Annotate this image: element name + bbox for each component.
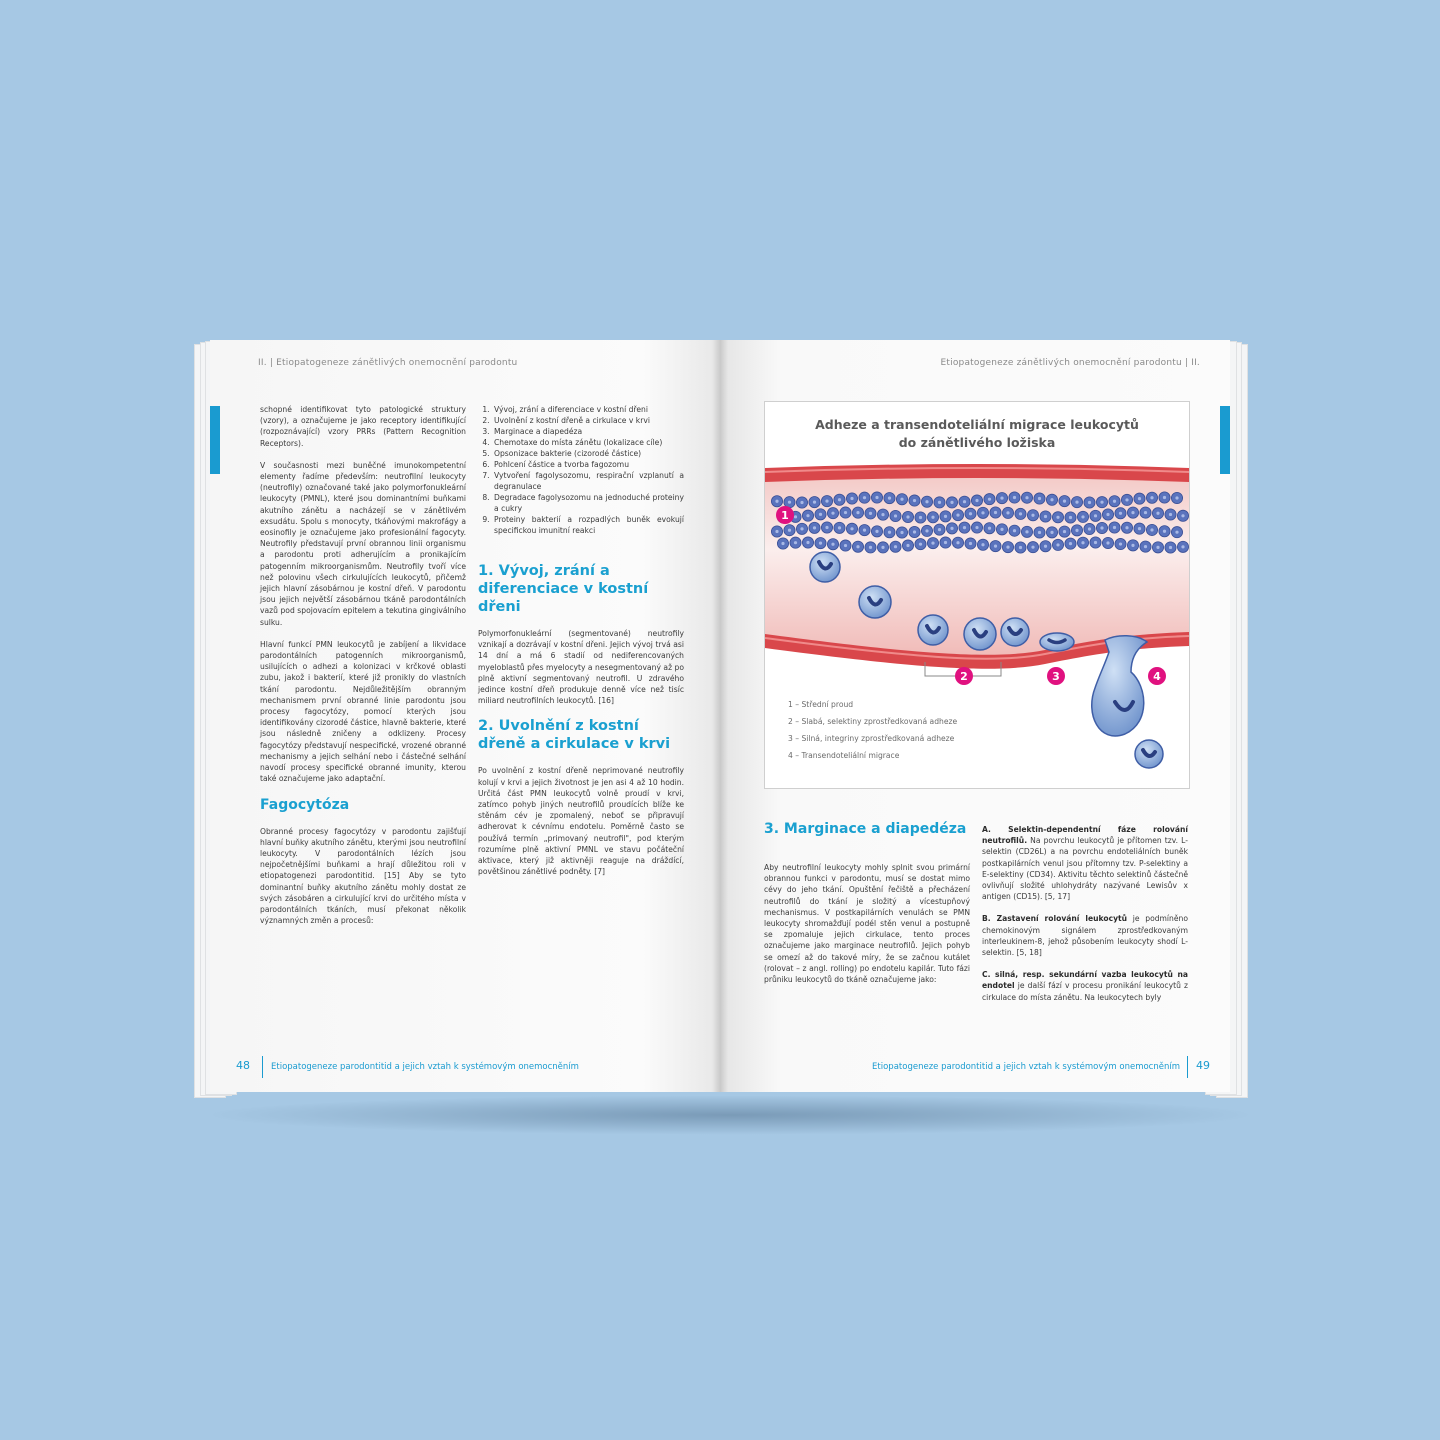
leukocyte-migration-figure bbox=[764, 401, 1190, 789]
red-blood-cell-center bbox=[850, 497, 853, 500]
red-blood-cell-center bbox=[944, 515, 947, 518]
red-blood-cell-center bbox=[813, 526, 816, 529]
red-blood-cell-center bbox=[844, 511, 847, 514]
red-blood-cell-center bbox=[925, 500, 928, 503]
red-blood-cell-center bbox=[913, 499, 916, 502]
red-blood-cell-center bbox=[1000, 528, 1003, 531]
leukocyte-in-tissue bbox=[1135, 740, 1163, 768]
footer-rule bbox=[262, 1056, 263, 1078]
paragraph-lead: A. Selektin-dependentní fáze rolování neutrofilů. bbox=[982, 825, 1188, 846]
red-blood-cell-center bbox=[894, 545, 897, 548]
leukocyte-adhering bbox=[1040, 633, 1074, 651]
red-blood-cell-center bbox=[1081, 541, 1084, 544]
svg-text:1: 1 bbox=[781, 509, 789, 522]
book-gutter bbox=[712, 340, 728, 1092]
red-blood-cell-center bbox=[969, 542, 972, 545]
red-blood-cell-center bbox=[819, 513, 822, 516]
red-blood-cell-center bbox=[1125, 498, 1128, 501]
red-blood-cell-center bbox=[969, 512, 972, 515]
red-blood-cell-center bbox=[781, 542, 784, 545]
red-blood-cell-center bbox=[994, 544, 997, 547]
phagocytosis-steps-list bbox=[478, 404, 684, 536]
red-blood-cell-center bbox=[1163, 496, 1166, 499]
red-blood-cell-center bbox=[875, 496, 878, 499]
paragraph-lead: B. Zastavení rolování leukocytů bbox=[982, 914, 1128, 924]
red-blood-cell-center bbox=[1006, 546, 1009, 549]
red-blood-cell-center bbox=[931, 541, 934, 544]
red-blood-cell-center bbox=[1081, 515, 1084, 518]
red-blood-cell-center bbox=[906, 544, 909, 547]
legend-item: 4 – Transendoteliální migrace bbox=[788, 751, 900, 760]
red-blood-cell-center bbox=[1075, 501, 1078, 504]
svg-text:3: 3 bbox=[1052, 670, 1060, 683]
red-blood-cell-center bbox=[1100, 501, 1103, 504]
list-item: 5. Opsonizace bakterie (cizorodé částice) bbox=[492, 448, 684, 459]
red-blood-cell-center bbox=[1113, 526, 1116, 529]
section-heading: Fagocytóza bbox=[260, 796, 350, 813]
leukocyte bbox=[918, 615, 948, 645]
red-blood-cell-center bbox=[944, 541, 947, 544]
red-blood-cell-center bbox=[1069, 516, 1072, 519]
marker-1 bbox=[776, 506, 794, 524]
red-blood-cell-center bbox=[775, 530, 778, 533]
red-blood-cell-center bbox=[1038, 531, 1041, 534]
chapter-tab bbox=[210, 406, 220, 474]
leukocyte bbox=[1001, 618, 1029, 646]
red-blood-cell-center bbox=[1150, 496, 1153, 499]
red-blood-cell-center bbox=[938, 528, 941, 531]
red-blood-cell-center bbox=[1119, 512, 1122, 515]
paragraph: V současnosti mezi buněčné imunokompetentní elementy řadíme především: neutrofilní leukocyty (neutrofily) označované také jako polymorfonukleární leukocyty (PMNL), které jsou dominantními buňkami akutního zánětu a nacházejí se v zánětlivém exsudátu. Spolu s monocyty, tkáňovými makrofágy a eosinofily je označujeme jako profesionální fagocyty. Neutrofily představují první obrannou linii organismu a parodontu proti adherujícím a pronikajícím patogenním mikroorganismům. Neutrofily tvoří více než polovinu všech cirkulujících leukocytů, přičemž jejich hlavní zásobárnou je kostní dřeň. V parodontu jsou jejich největší zásobárnou tkáně parodontálních vazů pod spojovacím epitelem a tekutina gingiválního sulku. bbox=[260, 460, 466, 627]
red-blood-cell-center bbox=[831, 543, 834, 546]
book-shadow bbox=[200, 1095, 1260, 1135]
red-blood-cell-center bbox=[1113, 500, 1116, 503]
red-blood-cell-center bbox=[888, 496, 891, 499]
red-blood-cell-center bbox=[938, 501, 941, 504]
paragraph: Po uvolnění z kostní dřeně neprimované neutrofily kolují v krvi a jejich životnost je jen asi 4 až 10 hodin. Určitá část PMN leukocytů volně proudí v krvi, zatímco pohyb jiných neutrofilů proudících blíže ke stěnám cév je zpomalený, neboť se připravují adherovat k cévnímu endotelu. Poměrně často se používá termín „primovaný neutrofil", pod kterým rozumíme plně aktivní PMNL ve stavu počáteční aktivace, který již aktivněji reaguje na dráždící, povětšinou zánětlivé podněty. [7] bbox=[478, 766, 684, 877]
red-blood-cell-center bbox=[838, 526, 841, 529]
red-blood-cell-center bbox=[1088, 527, 1091, 530]
red-blood-cell-center bbox=[800, 501, 803, 504]
leukocyte bbox=[859, 586, 891, 618]
list-item: 4. Chemotaxe do místa zánětu (lokalizace cíle) bbox=[492, 437, 684, 448]
list-item: 1. Vývoj, zrání a diferenciace v kostní dřeni bbox=[492, 404, 684, 415]
red-blood-cell-center bbox=[950, 527, 953, 530]
red-blood-cell-center bbox=[863, 529, 866, 532]
red-blood-cell-center bbox=[1019, 546, 1022, 549]
red-blood-cell-center bbox=[881, 546, 884, 549]
red-blood-cell-center bbox=[919, 516, 922, 519]
paragraph: schopné identifikovat tyto patologické struktury (vzory), a označujeme je jako receptory identifikující (rozpoznávající) vzory PRRs (Pattern Recognition Receptors). bbox=[260, 405, 466, 448]
red-blood-cell-center bbox=[975, 499, 978, 502]
red-blood-cell-center bbox=[931, 516, 934, 519]
red-blood-cell-center bbox=[825, 499, 828, 502]
red-blood-cell-center bbox=[1031, 546, 1034, 549]
red-blood-cell-center bbox=[888, 531, 891, 534]
chapter-tab bbox=[1220, 406, 1230, 474]
red-blood-cell-center bbox=[788, 501, 791, 504]
svg-text:2: 2 bbox=[960, 670, 968, 683]
red-blood-cell-center bbox=[819, 541, 822, 544]
red-blood-cell-center bbox=[1156, 512, 1159, 515]
red-blood-cell-center bbox=[1056, 543, 1059, 546]
red-blood-cell-center bbox=[988, 498, 991, 501]
red-blood-cell-center bbox=[856, 511, 859, 514]
red-blood-cell-center bbox=[1025, 496, 1028, 499]
red-blood-cell-center bbox=[850, 527, 853, 530]
red-blood-cell-center bbox=[1044, 545, 1047, 548]
red-blood-cell-center bbox=[794, 515, 797, 518]
section-heading: 2. Uvolnění z kostní dřeně a cirkulace v krvi bbox=[478, 718, 671, 753]
red-blood-cell-center bbox=[856, 545, 859, 548]
leukocyte bbox=[810, 552, 840, 582]
red-blood-cell-center bbox=[806, 541, 809, 544]
red-blood-cell-center bbox=[1181, 545, 1184, 548]
red-blood-cell-center bbox=[1169, 546, 1172, 549]
red-blood-cell-center bbox=[844, 544, 847, 547]
red-blood-cell-center bbox=[1025, 530, 1028, 533]
red-blood-cell-center bbox=[838, 498, 841, 501]
red-blood-cell-center bbox=[1100, 526, 1103, 529]
red-blood-cell-center bbox=[1050, 498, 1053, 501]
red-blood-cell-center bbox=[806, 514, 809, 517]
column-left bbox=[764, 820, 970, 996]
red-blood-cell-center bbox=[963, 526, 966, 529]
paragraph bbox=[982, 824, 1188, 902]
red-blood-cell-center bbox=[875, 530, 878, 533]
column-right bbox=[478, 404, 684, 888]
page-number: 48 bbox=[236, 1059, 250, 1072]
legend-item: 3 – Silná, integriny zprostředkovaná adheze bbox=[788, 734, 955, 743]
red-blood-cell-center bbox=[925, 529, 928, 532]
figure-title-line: do zánětlivého ložiska bbox=[898, 435, 1056, 450]
red-blood-cell-center bbox=[1175, 496, 1178, 499]
red-blood-cell-center bbox=[1131, 544, 1134, 547]
red-blood-cell-center bbox=[881, 513, 884, 516]
column-right bbox=[982, 824, 1188, 1014]
red-blood-cell-center bbox=[1069, 542, 1072, 545]
red-blood-cell-center bbox=[1163, 530, 1166, 533]
list-item: 7. Vytvoření fagolysozomu, respirační vzplanutí a degranulace bbox=[492, 470, 684, 492]
red-blood-cell-center bbox=[894, 514, 897, 517]
section-heading: 3. Marginace a diapedéza bbox=[764, 821, 967, 837]
list-item: 3. Marginace a diapedéza bbox=[492, 426, 684, 437]
running-head: Etiopatogeneze zánětlivých onemocnění parodontu | II. bbox=[940, 358, 1200, 368]
paragraph: Hlavní funkcí PMN leukocytů je zabíjení a likvidace parodontálních patogenních mikroorganismů, usilujících o adhezi a kolonizaci v krčkové oblasti zubu, jakož i bakterií, které již pronikly do vlastních tkání parodontu. Nejdůležitějším obranným mechanismem první obranné linie parodontu jsou procesy fagocytózy, pomocí kterých jsou identifikovány cizorodé částice, hlavně bakterie, které jsou následně zničeny a odklizeny. Procesy fagocytózy představují nespecifické, vrozené obranné mechanismy a jejich selhání nebo i částečné selhání navodí procesy specifické obranné imunity, kterou také označujeme jako adaptační. bbox=[260, 639, 466, 784]
red-blood-cell-center bbox=[919, 543, 922, 546]
red-blood-cell-center bbox=[1031, 514, 1034, 517]
marker-3 bbox=[1047, 667, 1065, 685]
legend-item: 2 – Slabá, selektiny zprostředkovaná adheze bbox=[788, 717, 958, 726]
red-blood-cell-center bbox=[1131, 511, 1134, 514]
red-blood-cell-center bbox=[788, 529, 791, 532]
red-blood-cell-center bbox=[1144, 511, 1147, 514]
red-blood-cell-center bbox=[869, 512, 872, 515]
figure-legend bbox=[788, 696, 957, 764]
paragraph-lead: C. silná, resp. sekundární vazba leukocytů na endotel bbox=[982, 970, 1188, 991]
figure-title-line: Adheze a transendoteliální migrace leukocytů bbox=[815, 417, 1139, 432]
red-blood-cell-center bbox=[1050, 531, 1053, 534]
red-blood-cell-center bbox=[1019, 512, 1022, 515]
red-blood-cell-center bbox=[800, 527, 803, 530]
red-blood-cell-center bbox=[913, 530, 916, 533]
red-blood-cell-center bbox=[775, 500, 778, 503]
red-blood-cell-center bbox=[1125, 526, 1128, 529]
red-blood-cell-center bbox=[1119, 542, 1122, 545]
red-blood-cell-center bbox=[1094, 541, 1097, 544]
red-blood-cell-center bbox=[981, 511, 984, 514]
red-blood-cell-center bbox=[988, 527, 991, 530]
red-blood-cell-center bbox=[956, 513, 959, 516]
paragraph-text: je další fází v procesu pronikání leukocytů z cirkulace do místa zánětu. Na leukocytech byly bbox=[982, 981, 1189, 1002]
legend-item: 1 – Střední proud bbox=[788, 700, 854, 709]
red-blood-cell-center bbox=[1088, 501, 1091, 504]
list-item: 9. Proteiny bakterií a rozpadlých buněk evokují specifickou imunitní reakci bbox=[492, 514, 684, 536]
red-blood-cell-center bbox=[975, 526, 978, 529]
red-blood-cell-center bbox=[994, 511, 997, 514]
red-blood-cell-center bbox=[1013, 529, 1016, 532]
red-blood-cell-center bbox=[963, 500, 966, 503]
list-item: 2. Uvolnění z kostní dřeně a cirkulace v krvi bbox=[492, 415, 684, 426]
red-blood-cell-center bbox=[1063, 530, 1066, 533]
red-blood-cell-center bbox=[1106, 513, 1109, 516]
left-page bbox=[210, 340, 720, 1092]
footer-title: Etiopatogeneze parodontitid a jejich vztah k systémovým onemocněním bbox=[872, 1062, 1180, 1072]
red-blood-cell-center bbox=[1138, 497, 1141, 500]
red-blood-cell-center bbox=[1138, 527, 1141, 530]
red-blood-cell-center bbox=[869, 546, 872, 549]
red-blood-cell-center bbox=[1150, 528, 1153, 531]
red-blood-cell-center bbox=[956, 541, 959, 544]
marker-2 bbox=[955, 667, 973, 685]
paragraph: Polymorfonukleární (segmentované) neutrofily vznikají a dozrávají v kostní dřeni. Jejich vývoj trvá asi 14 dní a má 6 stadií od nediferencovaných myeloblastů přes myelocyty a nesegmentovaný až po plně aktivní segmentovaný neutrofil. U zdravého jedince kostní dřeň produkuje denně více než tisíc miliard neutrofilních leukocytů. [16] bbox=[478, 629, 684, 706]
red-blood-cell-center bbox=[831, 512, 834, 515]
section-heading: 1. Vývoj, zrání a diferenciace v kostní dřeni bbox=[478, 563, 649, 615]
red-blood-cell-center bbox=[813, 500, 816, 503]
footer-rule bbox=[1187, 1056, 1188, 1078]
red-blood-cell-center bbox=[950, 501, 953, 504]
right-page bbox=[720, 340, 1230, 1092]
red-blood-cell-center bbox=[981, 543, 984, 546]
running-head: II. | Etiopatogeneze zánětlivých onemocnění parodontu bbox=[258, 358, 518, 368]
footer-title: Etiopatogeneze parodontitid a jejich vztah k systémovým onemocněním bbox=[271, 1062, 579, 1072]
paragraph-text: Na povrchu leukocytů je přítomen tzv. L-selektin (CD26L) a na povrchu endoteliálních buněk postkapilárních venul jsou přítomny tzv. P-selektiny a E-selektiny (CD34). Aktivitu těchto selektinů částečně ovlivňují složité uhlohydráty nazývané Lewisův x antigen (CD15). [5, 17] bbox=[982, 836, 1188, 902]
red-blood-cell-center bbox=[1056, 516, 1059, 519]
red-blood-cell-center bbox=[1063, 499, 1066, 502]
red-blood-cell-center bbox=[900, 498, 903, 501]
red-blood-cell-center bbox=[1094, 514, 1097, 517]
red-blood-cell-center bbox=[1075, 529, 1078, 532]
paragraph bbox=[982, 969, 1188, 1003]
red-blood-cell-center bbox=[1169, 513, 1172, 516]
page-number: 49 bbox=[1196, 1059, 1210, 1072]
red-blood-cell-center bbox=[1156, 546, 1159, 549]
red-blood-cell-center bbox=[1144, 545, 1147, 548]
leukocyte bbox=[964, 618, 996, 650]
paragraph bbox=[982, 913, 1188, 958]
marker-4 bbox=[1148, 667, 1166, 685]
red-blood-cell-center bbox=[794, 541, 797, 544]
column-left bbox=[260, 404, 466, 937]
red-blood-cell-center bbox=[900, 531, 903, 534]
red-blood-cell-center bbox=[1044, 515, 1047, 518]
list-item: 8. Degradace fagolysozomu na jednoduché proteiny a cukry bbox=[492, 492, 684, 514]
paragraph: Aby neutrofilní leukocyty mohly splnit svou primární obrannou funkci v parodontu, musí se dostat mimo cévy do jeho tkání. Opuštění řečiště a přecházení neutrofilů do tkání je složitý a vícestupňový mechanismus. V postkapilárních venulách se PMN leukocyty shromažďují podél stěn venul a postupně se zpomaluje jejich cirkulace, tento proces označujeme jako marginace neutrofilů. Jejich pohyb se omezí až do takové míry, že se začnou kutálet (rolovat – z angl. rolling) po endotelu kapilár. Tuto fázi průniku leukocytů do tkáně označujeme jako: bbox=[764, 863, 970, 985]
list-item: 6. Pohlcení částice a tvorba fagozomu bbox=[492, 459, 684, 470]
red-blood-cell-center bbox=[1175, 531, 1178, 534]
red-blood-cell-center bbox=[1000, 496, 1003, 499]
red-blood-cell-center bbox=[863, 496, 866, 499]
red-blood-cell-center bbox=[1006, 511, 1009, 514]
red-blood-cell-center bbox=[1013, 496, 1016, 499]
red-blood-cell-center bbox=[1181, 514, 1184, 517]
paragraph-text: je podmíněno chemokinovým signálem zprostředkovaným interleukinem-8, jehož působením leukocyty shodí L-selektin. [5, 18] bbox=[982, 914, 1188, 958]
red-blood-cell-center bbox=[906, 515, 909, 518]
svg-text:4: 4 bbox=[1153, 670, 1161, 683]
red-blood-cell-center bbox=[1038, 497, 1041, 500]
red-blood-cell-center bbox=[1106, 541, 1109, 544]
paragraph: Obranné procesy fagocytózy v parodontu zajišťují hlavní buňky akutního zánětu, kterými jsou neutrofilní leukocyty. V parodontálních lézích jsou nejpočetnějšími buňkami a hrají důležitou roli v etiopatogenezi parodontitid. [15] Aby se tyto dominantní buňky akutního zánětu mohly dostat ze svých zásobáren a cirkulující krvi do určitého místa v parodontálních tkáních, musí překonat několik významných změn a procesů: bbox=[260, 826, 466, 926]
red-blood-cell-center bbox=[825, 526, 828, 529]
